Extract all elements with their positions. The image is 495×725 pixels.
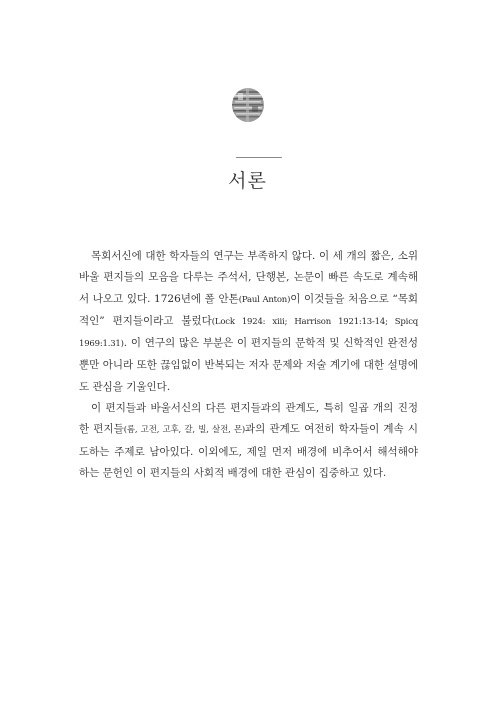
paragraph-1-citation-1: (Paul Anton) — [238, 294, 291, 305]
paragraph-2-text-1: 이 편지들과 바울서신의 다른 편지들과의 관계도, 특히 일곱 개의 진정한 편지들 — [79, 402, 418, 436]
chapter-title: 서론 — [228, 170, 267, 192]
paragraph-2 — [79, 398, 418, 484]
paragraph-1-text-2: 이 이것들을 처음으로 “목회적인” 편지들이라고 불렀다 — [79, 292, 418, 327]
title-divider — [236, 157, 282, 158]
paragraph-1-text-1: 목회서신에 대한 학자들의 연구는 부족하지 않다. 이 세 개의 짧은, 소위 바울 편지들의 모음을 다루는 주석서, 단행본, 논문이 빠른 속도로 계속해서 나오고 있다. 1726년에 폴 안톤 — [79, 250, 418, 305]
paragraph-1 — [79, 246, 418, 398]
paragraph-2-text-2: 과의 관계도 여전히 학자들이 계속 시도하는 주제로 남아있다. 이외에도, 제일 먼저 배경에 비추어서 해석해야 하는 문헌인 이 편지들의 사회적 배경에 대한 관심이 집중하고 있다. — [79, 423, 418, 479]
papyrus-manuscript-icon — [232, 88, 264, 122]
paragraph-1-citation-2: (Lock 1924: xiii; Harrison 1921:13-14; Spicq 1969:1.31) — [79, 316, 418, 350]
paragraph-1-text-3: . 이 연구의 많은 부분은 이 편지들의 문학적 및 신학적인 완전성뿐만 아니라 또한 끊임없이 반복되는 저자 문제와 저술 계기에 대한 설명에도 관심을 기울인다. — [79, 337, 418, 393]
body-text — [79, 246, 418, 484]
paragraph-2-citation-1: (롬, 고전, 고후, 갈, 빌, 살전, 몬) — [123, 425, 246, 436]
